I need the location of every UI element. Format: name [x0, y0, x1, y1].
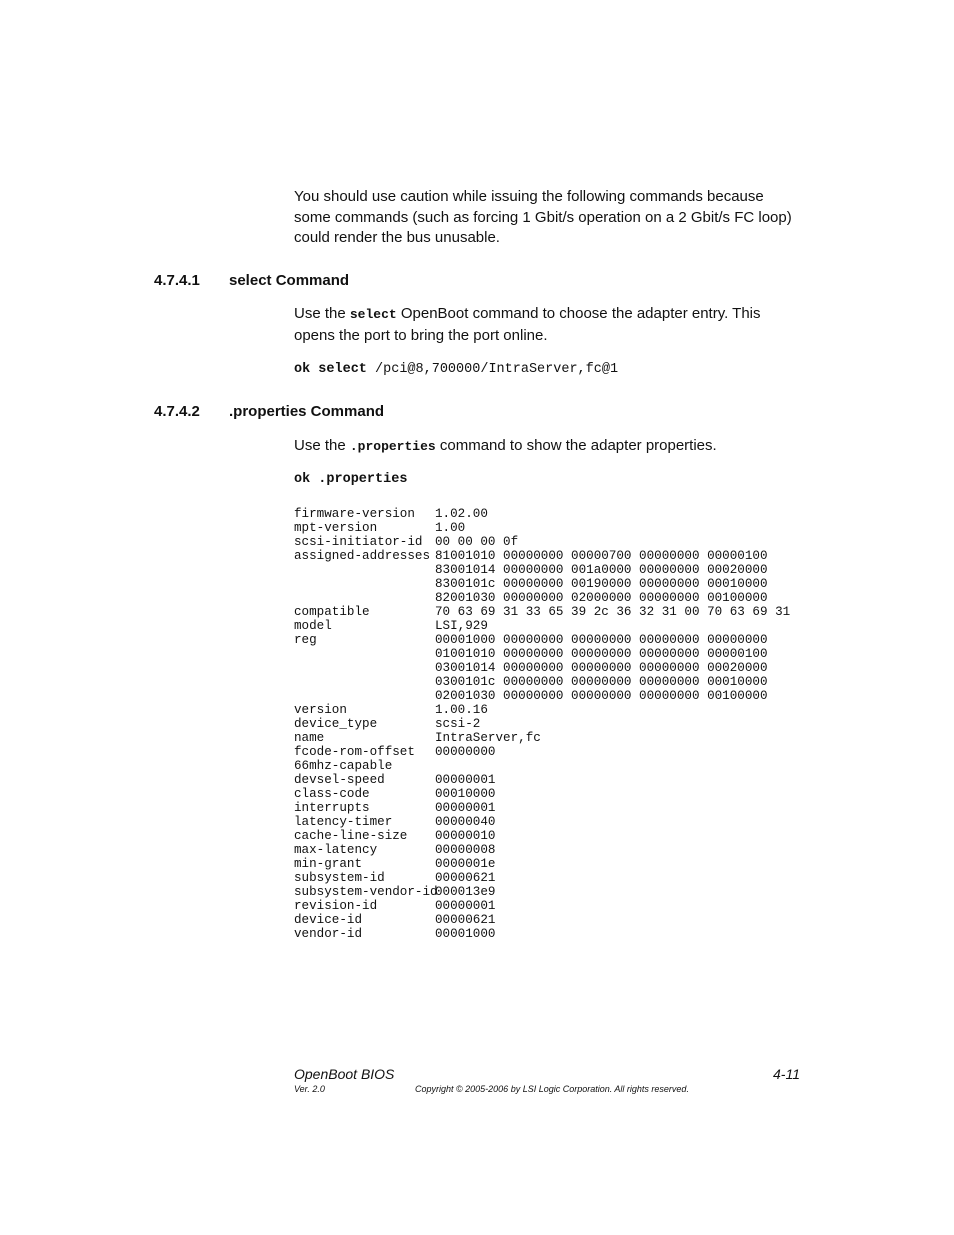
- inline-code-select: select: [349, 307, 397, 322]
- text-segment: OpenBoot command to choose the adapter entry. This opens the port to bring the port online.: [294, 305, 761, 344]
- property-value: 00000000: [435, 745, 496, 759]
- property-key: device_type: [294, 717, 378, 731]
- property-key: latency-timer: [294, 815, 393, 829]
- inline-code-properties: .properties: [349, 439, 436, 454]
- property-key: max-latency: [294, 843, 378, 857]
- property-key: compatible: [294, 605, 370, 619]
- property-row: [294, 647, 790, 661]
- property-value: 00000008: [435, 843, 496, 857]
- property-row: [294, 563, 790, 577]
- command-keyword: ok .properties: [294, 472, 408, 487]
- property-value: 1.00: [435, 521, 466, 535]
- footer-copyright: Copyright © 2005-2006 by LSI Logic Corporation. All rights reserved.: [415, 1084, 689, 1094]
- property-row: [294, 913, 790, 927]
- property-key: assigned-addresses: [294, 549, 431, 563]
- property-value: scsi-2: [435, 717, 481, 731]
- property-row: [294, 885, 790, 899]
- property-key: interrupts: [294, 801, 370, 815]
- property-row: [294, 871, 790, 885]
- property-key: mpt-version: [294, 521, 378, 535]
- property-value: 00000621: [435, 913, 496, 927]
- property-key: 66mhz-capable: [294, 759, 393, 773]
- property-row: [294, 759, 790, 773]
- property-row: [294, 829, 790, 843]
- page-number: 4-11: [773, 1066, 800, 1082]
- property-value: 82001030 00000000 02000000 00000000 00100000: [435, 591, 768, 605]
- footer-version: Ver. 2.0: [294, 1084, 325, 1094]
- property-key: revision-id: [294, 899, 378, 913]
- property-key: min-grant: [294, 857, 363, 871]
- property-key: scsi-initiator-id: [294, 535, 423, 549]
- select-description: [294, 304, 804, 346]
- property-value: 000013e9: [435, 885, 496, 899]
- property-key: firmware-version: [294, 507, 415, 521]
- property-value: LSI,929: [435, 619, 488, 633]
- property-value: 00000040: [435, 815, 496, 829]
- property-value: 0000001e: [435, 857, 496, 871]
- select-command-example: [294, 362, 618, 377]
- text-segment: Use the: [294, 305, 350, 322]
- property-value: 00001000: [435, 927, 496, 941]
- property-row: [294, 591, 790, 605]
- property-value: 00000001: [435, 773, 496, 787]
- property-row: [294, 745, 790, 759]
- property-key: name: [294, 731, 325, 745]
- property-row: [294, 787, 790, 801]
- property-value: 0300101c 00000000 00000000 00000000 00010000: [435, 675, 768, 689]
- property-row: [294, 857, 790, 871]
- property-row: [294, 689, 790, 703]
- property-row: [294, 731, 790, 745]
- property-value: 83001014 00000000 001a0000 00000000 00020000: [435, 563, 768, 577]
- properties-description: [294, 436, 804, 458]
- property-row: [294, 577, 790, 591]
- command-argument: /pci@8,700000/IntraServer,fc@1: [366, 362, 619, 377]
- property-value: 00000001: [435, 899, 496, 913]
- property-value: IntraServer,fc: [435, 731, 541, 745]
- text-segment: Use the: [294, 437, 350, 454]
- property-key: subsystem-id: [294, 871, 385, 885]
- property-value: 01001010 00000000 00000000 00000000 00000100: [435, 647, 768, 661]
- section-number: 4.7.4.2: [154, 403, 200, 420]
- property-row: [294, 703, 790, 717]
- command-keyword: ok select: [294, 362, 367, 377]
- text-segment: command to show the adapter properties.: [435, 437, 717, 454]
- property-row: [294, 619, 790, 633]
- property-value: 02001030 00000000 00000000 00000000 00100000: [435, 689, 768, 703]
- property-key: devsel-speed: [294, 773, 385, 787]
- property-value: 00 00 00 0f: [435, 535, 519, 549]
- property-row: [294, 717, 790, 731]
- property-value: 00001000 00000000 00000000 00000000 00000000: [435, 633, 768, 647]
- property-row: [294, 815, 790, 829]
- property-row: [294, 773, 790, 787]
- property-key: fcode-rom-offset: [294, 745, 415, 759]
- property-key: subsystem-vendor-id: [294, 885, 438, 899]
- property-value: 00000621: [435, 871, 496, 885]
- properties-output: [294, 507, 790, 941]
- section-title: .properties Command: [229, 403, 385, 420]
- property-row: [294, 927, 790, 941]
- property-value: 8300101c 00000000 00190000 00000000 00010000: [435, 577, 768, 591]
- property-value: 1.00.16: [435, 703, 488, 717]
- property-row: [294, 521, 790, 535]
- property-value: 81001010 00000000 00000700 00000000 00000100: [435, 549, 768, 563]
- property-value: 00000010: [435, 829, 496, 843]
- footer-title: OpenBoot BIOS: [294, 1066, 395, 1082]
- property-row: [294, 843, 790, 857]
- property-key: model: [294, 619, 332, 633]
- property-row: [294, 675, 790, 689]
- property-row: [294, 535, 790, 549]
- property-key: version: [294, 703, 347, 717]
- property-key: device-id: [294, 913, 363, 927]
- section-heading-select: [154, 272, 349, 289]
- section-title: select Command: [229, 272, 350, 289]
- section-number: 4.7.4.1: [154, 272, 200, 289]
- property-row: [294, 549, 790, 563]
- property-value: 70 63 69 31 33 65 39 2c 36 32 31 00 70 63 69 31: [435, 605, 791, 619]
- properties-command-example: [294, 472, 407, 487]
- section-heading-properties: [154, 403, 384, 420]
- property-row: [294, 801, 790, 815]
- property-key: vendor-id: [294, 927, 363, 941]
- intro-paragraph: You should use caution while issuing the following commands because some commands (such as forcing 1 Gbit/s operation on a 2 Gbit/s FC loop) could render the bus unusable.: [294, 188, 792, 246]
- property-key: cache-line-size: [294, 829, 408, 843]
- property-row: [294, 507, 790, 521]
- property-value: 00000001: [435, 801, 496, 815]
- property-key: class-code: [294, 787, 370, 801]
- property-value: 00010000: [435, 787, 496, 801]
- property-value: 03001014 00000000 00000000 00000000 00020000: [435, 661, 768, 675]
- property-value: 1.02.00: [435, 507, 488, 521]
- property-row: [294, 605, 790, 619]
- property-row: [294, 899, 790, 913]
- property-row: [294, 661, 790, 675]
- property-row: [294, 633, 790, 647]
- property-key: reg: [294, 633, 317, 647]
